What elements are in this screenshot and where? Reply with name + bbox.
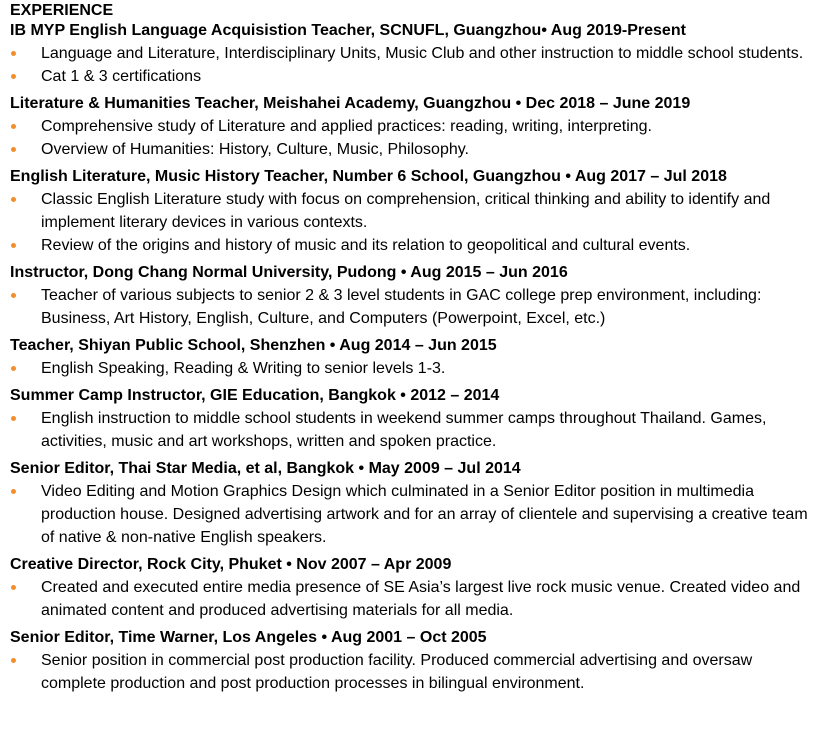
bullet-icon (11, 197, 16, 202)
job-title: Summer Camp Instructor, GIE Education, Bangkok • 2012 – 2014 (10, 387, 500, 404)
job-bullets (10, 576, 820, 622)
bullet-item (10, 649, 811, 695)
job-title: Creative Director, Rock City, Phuket • Nov 2007 – Apr 2009 (10, 556, 452, 573)
job-bullets (10, 115, 820, 161)
bullet-icon (11, 51, 16, 56)
bullet-item (10, 234, 811, 257)
job-entry (10, 458, 820, 549)
bullet-item (10, 138, 811, 161)
bullet-item (10, 188, 811, 234)
bullet-icon (11, 416, 16, 421)
job-bullets (10, 407, 820, 453)
experience-list (10, 20, 820, 695)
bullet-item (10, 284, 811, 330)
job-title: Teacher, Shiyan Public School, Shenzhen • Aug 2014 – Jun 2015 (10, 337, 497, 354)
bullet-icon (11, 585, 16, 590)
bullet-item (10, 407, 811, 453)
job-title: Literature & Humanities Teacher, Meishahei Academy, Guangzhou • Dec 2018 – June 2019 (10, 95, 691, 112)
job-entry (10, 385, 820, 453)
bullet-item (10, 115, 811, 138)
job-title: Instructor, Dong Chang Normal University, Pudong • Aug 2015 – Jun 2016 (10, 264, 568, 281)
job-bullets (10, 480, 820, 549)
job-title: Senior Editor, Time Warner, Los Angeles • Aug 2001 – Oct 2005 (10, 629, 487, 646)
job-entry (10, 262, 820, 330)
job-entry (10, 627, 820, 695)
bullet-icon (11, 293, 16, 298)
bullet-item (10, 65, 811, 88)
bullet-icon (11, 489, 16, 494)
job-entry (10, 93, 820, 161)
bullet-icon (11, 658, 16, 663)
job-entry (10, 20, 820, 88)
bullet-item (10, 357, 811, 380)
job-entry (10, 554, 820, 622)
bullet-text: Cat 1 & 3 certifications (41, 68, 202, 85)
bullet-text: English Speaking, Reading & Writing to senior levels 1-3. (41, 360, 446, 377)
bullet-text: Teacher of various subjects to senior 2 & 3 level students in GAC college prep environment, including: Business, Art History, English, Culture, and Computers (Powerpoint, Excel, etc.) (41, 287, 762, 327)
job-bullets (10, 284, 820, 330)
section-title-experience: EXPERIENCE (10, 2, 114, 19)
bullet-text: English instruction to middle school students in weekend summer camps throughout Thailand. Games, activities, music and art workshops, written and spoken practice. (41, 410, 767, 450)
job-entry (10, 335, 820, 380)
bullet-text: Created and executed entire media presence of SE Asia’s largest live rock music venue. Created video and animated content and produced advertising materials for all media. (41, 579, 801, 619)
bullet-icon (11, 243, 16, 248)
bullet-item (10, 480, 811, 549)
bullet-icon (11, 74, 16, 79)
job-title: IB MYP English Language Acquisistion Teacher, SCNUFL, Guangzhou• Aug 2019-Present (10, 22, 686, 39)
job-bullets (10, 649, 820, 695)
job-title: English Literature, Music History Teacher, Number 6 School, Guangzhou • Aug 2017 – Jul 2018 (10, 168, 727, 185)
bullet-icon (11, 147, 16, 152)
bullet-item (10, 576, 811, 622)
job-bullets (10, 357, 820, 380)
job-entry (10, 166, 820, 257)
job-title: Senior Editor, Thai Star Media, et al, Bangkok • May 2009 – Jul 2014 (10, 460, 521, 477)
bullet-icon (11, 366, 16, 371)
job-bullets (10, 42, 820, 88)
bullet-text: Review of the origins and history of music and its relation to geopolitical and cultural events. (41, 237, 691, 254)
bullet-text: Video Editing and Motion Graphics Design which culminated in a Senior Editor position in multimedia production house. Designed advertising artwork and for an array of clientele and supervising a creative team of native & non-native English speakers. (41, 483, 808, 546)
bullet-icon (11, 124, 16, 129)
bullet-text: Language and Literature, Interdisciplinary Units, Music Club and other instruction to middle school students. (41, 45, 804, 62)
bullet-text: Overview of Humanities: History, Culture, Music, Philosophy. (41, 141, 469, 158)
job-bullets (10, 188, 820, 257)
bullet-text: Comprehensive study of Literature and applied practices: reading, writing, interpreting. (41, 118, 652, 135)
bullet-text: Classic English Literature study with focus on comprehension, critical thinking and ability to identify and implement literary devices in various contexts. (41, 191, 771, 231)
bullet-item (10, 42, 811, 65)
bullet-text: Senior position in commercial post production facility. Produced commercial advertising and oversaw complete production and post production processes in bilingual environment. (41, 652, 753, 692)
